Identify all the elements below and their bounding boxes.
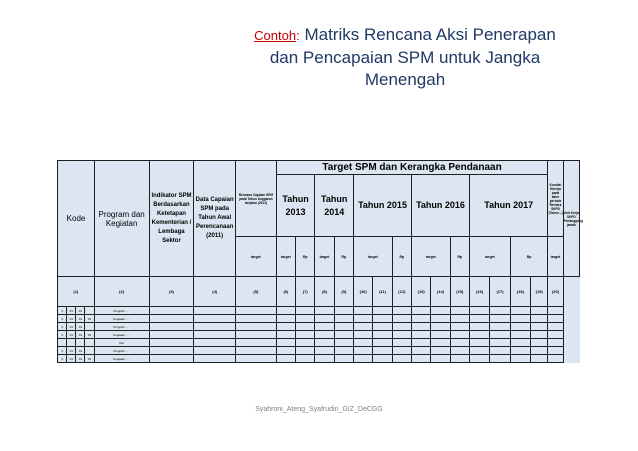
table-cell <box>531 347 548 355</box>
year-2014: Tahun 2014 <box>315 175 354 237</box>
table-row <box>58 307 580 315</box>
table-cell <box>412 347 431 355</box>
sub-2016-target: target <box>412 237 451 277</box>
table-cell <box>431 323 450 331</box>
table-cell <box>412 331 431 339</box>
table-cell <box>548 331 563 339</box>
table-cell <box>149 315 194 323</box>
table-cell <box>373 323 392 331</box>
table-cell <box>236 331 277 339</box>
table-cell <box>236 307 277 315</box>
table-cell <box>373 339 392 347</box>
sub-2013-rp: Rp <box>296 237 315 277</box>
table-cell <box>490 355 510 363</box>
table-cell <box>85 307 94 315</box>
table-cell <box>490 307 510 315</box>
footer-credit: Syahroni_Ateng_Syafrudin_GIZ_DeCGG <box>255 406 383 413</box>
table-cell <box>315 315 334 323</box>
table-cell <box>354 315 373 323</box>
table-cell: 01 <box>85 331 94 339</box>
table-cell <box>354 339 373 347</box>
table-cell <box>470 331 490 339</box>
table-cell <box>315 307 334 315</box>
table-cell <box>431 315 450 323</box>
table-cell <box>490 323 510 331</box>
table-cell <box>412 323 431 331</box>
col-number: (2) <box>94 277 149 307</box>
table-cell <box>531 323 548 331</box>
table-cell: Program ..... <box>94 323 149 331</box>
table-cell <box>334 315 353 323</box>
table-cell <box>373 331 392 339</box>
table-cell <box>236 339 277 347</box>
table-cell <box>392 355 411 363</box>
table-cell <box>149 323 194 331</box>
table-cell <box>334 339 353 347</box>
header-indikator: Indikator SPM Berdasarkan Ketetapan Kementerian / Lembaga Sektor <box>149 161 194 277</box>
table-cell <box>531 331 548 339</box>
table-cell <box>276 347 295 355</box>
table-cell <box>334 307 353 315</box>
table-cell <box>236 355 277 363</box>
table-cell <box>194 323 236 331</box>
col-number: (7) <box>296 277 315 307</box>
table-cell <box>236 347 277 355</box>
table-cell <box>76 339 85 347</box>
table-cell <box>548 355 563 363</box>
col-number: (4) <box>194 277 236 307</box>
table-cell <box>531 355 548 363</box>
table-cell: 01 <box>67 315 76 323</box>
table-cell <box>510 323 530 331</box>
table-cell <box>450 315 469 323</box>
table-cell <box>296 331 315 339</box>
table-row <box>58 355 580 363</box>
col-number: (9) <box>334 277 353 307</box>
table-cell <box>236 315 277 323</box>
table-cell <box>450 339 469 347</box>
table-cell: 1 <box>58 323 67 331</box>
table-cell <box>315 323 334 331</box>
col-number: (17) <box>490 277 510 307</box>
table-cell <box>296 347 315 355</box>
table-cell <box>373 347 392 355</box>
year-2017: Tahun 2017 <box>470 175 548 237</box>
table-cell <box>58 339 67 347</box>
table-cell <box>450 307 469 315</box>
table-cell <box>548 323 563 331</box>
table-cell <box>276 307 295 315</box>
table-cell <box>315 339 334 347</box>
table-cell <box>412 339 431 347</box>
table-cell <box>470 323 490 331</box>
table-cell <box>373 315 392 323</box>
table-cell <box>470 339 490 347</box>
table-cell <box>510 347 530 355</box>
table-cell <box>412 315 431 323</box>
table-row <box>58 339 580 347</box>
table-cell <box>67 339 76 347</box>
col-number: (18) <box>510 277 530 307</box>
table-cell <box>412 307 431 315</box>
table-cell <box>354 323 373 331</box>
slide-title <box>205 24 605 91</box>
table-cell <box>470 355 490 363</box>
header-program: Program dan Kegiatan <box>94 161 149 277</box>
header-target-group: Target SPM dan Kerangka Pendanaan <box>276 161 548 175</box>
table-cell <box>531 307 548 315</box>
table-cell <box>490 339 510 347</box>
col-number: (6) <box>276 277 295 307</box>
table-cell <box>490 331 510 339</box>
table-cell <box>450 355 469 363</box>
table-cell: Dst <box>94 339 149 347</box>
table-cell <box>531 339 548 347</box>
table-cell <box>276 331 295 339</box>
table-row <box>58 315 580 323</box>
table-cell <box>548 339 563 347</box>
col-number: (14) <box>431 277 450 307</box>
table-cell <box>149 331 194 339</box>
header-kondisi: Kondisi Kinerja pada akhir periode Renstra SKPD (Tahun...) <box>548 161 563 237</box>
table-cell <box>149 339 194 347</box>
col-number: (11) <box>373 277 392 307</box>
table-cell <box>510 331 530 339</box>
table-cell <box>296 307 315 315</box>
sub-2013-target: target <box>276 237 295 277</box>
table-cell: 01 <box>67 307 76 315</box>
table-cell: 1 <box>58 315 67 323</box>
table-cell: 01 <box>85 355 94 363</box>
table-cell <box>392 347 411 355</box>
table-cell: 1 <box>58 347 67 355</box>
sub-kondisi-target: target <box>548 237 563 277</box>
table-cell: 1 <box>58 355 67 363</box>
table-cell <box>149 347 194 355</box>
table-cell <box>392 339 411 347</box>
table-cell <box>510 307 530 315</box>
table-cell <box>85 339 94 347</box>
table-cell <box>373 307 392 315</box>
table-cell <box>373 355 392 363</box>
table-cell <box>470 307 490 315</box>
table-cell <box>194 355 236 363</box>
table-cell <box>412 355 431 363</box>
table-cell <box>431 347 450 355</box>
table-cell: Program ..... <box>94 347 149 355</box>
col-number: (10) <box>354 277 373 307</box>
table-cell <box>334 323 353 331</box>
table-cell <box>276 339 295 347</box>
col-number: (16) <box>470 277 490 307</box>
year-2015: Tahun 2015 <box>354 175 412 237</box>
col-number: (3) <box>149 277 194 307</box>
table-cell: 01 <box>67 347 76 355</box>
sub-2015-rp: Rp <box>392 237 411 277</box>
table-cell <box>431 307 450 315</box>
table-cell: 01 <box>76 355 85 363</box>
table-cell <box>276 315 295 323</box>
table-cell <box>315 347 334 355</box>
table-row <box>58 331 580 339</box>
table-cell: 01 <box>67 331 76 339</box>
table-cell: 01 <box>76 307 85 315</box>
col-number: (8) <box>315 277 334 307</box>
sub-2017-target: target <box>470 237 511 277</box>
col-number: (15) <box>450 277 469 307</box>
table-cell: 1 <box>58 331 67 339</box>
table-cell <box>470 315 490 323</box>
year-2013: Tahun 2013 <box>276 175 315 237</box>
header-kode-spacer <box>58 161 67 277</box>
table-cell <box>354 355 373 363</box>
table-cell <box>392 331 411 339</box>
table-cell <box>315 355 334 363</box>
header-unit: Unit Kerja SKPD Penanggung jawab <box>563 161 579 277</box>
sub-rencana-target: target <box>236 237 277 277</box>
table-cell: 01 <box>76 331 85 339</box>
table-cell <box>334 347 353 355</box>
table-cell <box>149 355 194 363</box>
table-cell <box>392 315 411 323</box>
table-cell <box>315 331 334 339</box>
table-cell <box>431 331 450 339</box>
table-cell <box>548 315 563 323</box>
table-cell: 01 <box>76 347 85 355</box>
title-line-1: Matriks Rencana Aksi Penerapan <box>304 25 556 44</box>
col-number: (13) <box>412 277 431 307</box>
title-line-2: dan Pencapaian SPM untuk Jangka <box>269 48 541 67</box>
table-cell <box>194 315 236 323</box>
table-cell <box>354 307 373 315</box>
header-rencana: Rencana Capaian SPM pada Tahun Anggaran berjalan (2012) <box>236 161 277 237</box>
table-cell <box>354 347 373 355</box>
table-cell <box>510 315 530 323</box>
table-cell <box>194 307 236 315</box>
table-cell: 1 <box>58 307 67 315</box>
title-colon: : <box>296 28 300 43</box>
spm-matrix-table <box>57 160 583 363</box>
col-number: (12) <box>392 277 411 307</box>
table-cell <box>194 347 236 355</box>
table-cell: 01 <box>67 323 76 331</box>
year-2016: Tahun 2016 <box>412 175 470 237</box>
header-data-capaian: Data Capaian SPM pada Tahun Awal Perencanaan (2011) <box>194 161 236 277</box>
table-cell <box>85 347 94 355</box>
table-cell <box>296 339 315 347</box>
table-cell <box>334 331 353 339</box>
title-line-3: Menengah <box>364 70 446 89</box>
table-cell <box>548 307 563 315</box>
table-cell: 01 <box>76 323 85 331</box>
table-cell <box>531 315 548 323</box>
col-number: (1) <box>58 277 95 307</box>
table-cell <box>392 307 411 315</box>
table-cell <box>194 331 236 339</box>
table-cell: 01 <box>85 315 94 323</box>
table-cell <box>236 323 277 331</box>
table-cell <box>490 347 510 355</box>
table-cell <box>296 355 315 363</box>
sub-2016-rp: Rp <box>450 237 469 277</box>
table-cell: Kegiatan ..... <box>94 355 149 363</box>
title-label: Contoh <box>254 28 297 43</box>
table-cell: Program ..... <box>94 307 149 315</box>
table-cell <box>431 355 450 363</box>
table-cell <box>276 355 295 363</box>
table-cell <box>149 307 194 315</box>
sub-2014-target: target <box>315 237 334 277</box>
table-row <box>58 347 580 355</box>
table-cell: 01 <box>67 355 76 363</box>
header-kode: Kode <box>67 161 94 277</box>
table-cell <box>450 323 469 331</box>
table-cell <box>276 323 295 331</box>
table-cell <box>510 355 530 363</box>
table-cell <box>510 339 530 347</box>
sub-2015-target: target <box>354 237 393 277</box>
col-number: (19) <box>531 277 548 307</box>
table-cell <box>548 347 563 355</box>
table-cell <box>296 315 315 323</box>
table-cell <box>296 323 315 331</box>
table-cell <box>431 339 450 347</box>
table-cell <box>334 355 353 363</box>
col-number: (20) <box>548 277 563 307</box>
table-cell: Kegiatan ..... <box>94 331 149 339</box>
table-cell <box>194 339 236 347</box>
table-cell <box>450 331 469 339</box>
table-cell: Kegiatan ..... <box>94 315 149 323</box>
table-cell <box>354 331 373 339</box>
col-number: (5) <box>236 277 277 307</box>
table-cell <box>470 347 490 355</box>
table-cell <box>392 323 411 331</box>
sub-2014-rp: Rp <box>334 237 353 277</box>
table-cell <box>85 323 94 331</box>
sub-2017-rp: Rp <box>510 237 548 277</box>
table-cell <box>450 347 469 355</box>
table-cell: 01 <box>76 315 85 323</box>
table-cell <box>490 315 510 323</box>
table-row <box>58 323 580 331</box>
